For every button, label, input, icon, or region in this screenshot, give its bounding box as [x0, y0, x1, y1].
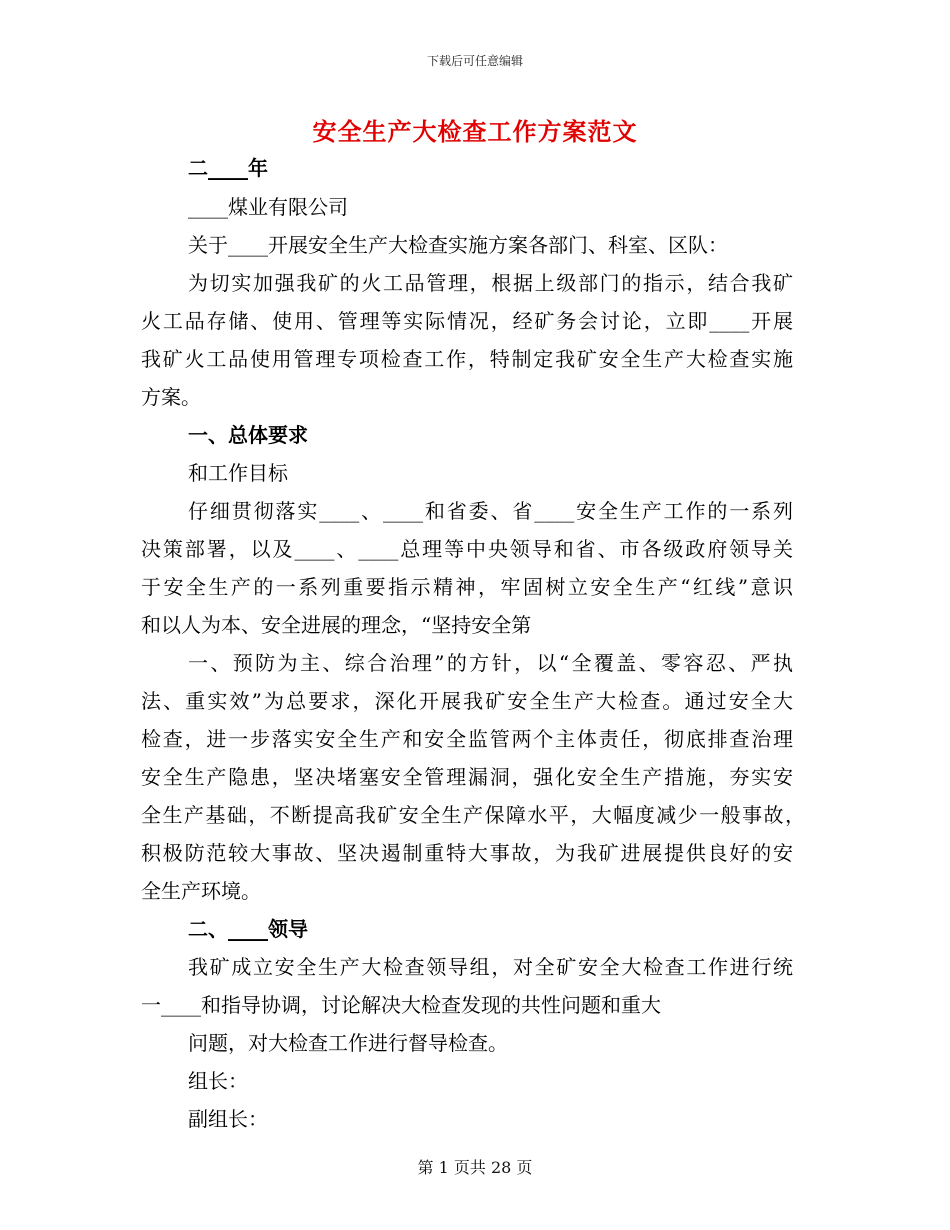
paragraph-line: 全生产环境。: [141, 879, 261, 903]
paragraph-line: 积极防范较大事故、坚决遏制重特大事故，为我矿进展提供良好的安: [141, 841, 793, 865]
date-line: 二____年: [188, 156, 268, 180]
paragraph-line: 仔细贯彻落实____、____和省委、省____安全生产工作的一系列: [188, 499, 793, 523]
page-footer: 第 1 页共 28 页: [417, 1158, 533, 1177]
paragraph-line: 于安全生产的一系列重要指示精神，牢固树立安全生产“红线”意识: [141, 575, 793, 599]
section-heading: 二、____领导: [188, 917, 308, 941]
company-line: ____煤业有限公司: [188, 195, 348, 219]
document-title: 安全生产大检查工作方案范文: [312, 118, 638, 146]
paragraph-line: 我矿火工品使用管理专项检查工作，特制定我矿安全生产大检查实施: [141, 347, 793, 371]
paragraph-line: 问题，对大检查工作进行督导检查。: [188, 1031, 508, 1055]
section-heading: 一、总体要求: [188, 423, 308, 447]
paragraph-line: 方案。: [141, 385, 201, 409]
paragraph-line: 和以人为本、安全进展的理念，“坚持安全第: [141, 613, 532, 637]
paragraph-line: 和工作目标: [188, 461, 288, 485]
paragraph-line: 为切实加强我矿的火工品管理，根据上级部门的指示，结合我矿: [188, 271, 793, 295]
paragraph-line: 一____和指导协调，讨论解决大检查发现的共性问题和重大: [141, 993, 661, 1017]
paragraph-line: 火工品存储、使用、管理等实际情况，经矿务会讨论，立即____开展: [141, 309, 793, 333]
group-leader-label: 组长：: [188, 1069, 248, 1093]
paragraph-line: 法、重实效”为总要求，深化开展我矿安全生产大检查。通过安全大: [141, 689, 793, 713]
paragraph-line: 一、预防为主、综合治理”的方针，以“全覆盖、零容忍、严执: [188, 651, 793, 675]
deputy-leader-label: 副组长：: [188, 1107, 268, 1131]
paragraph-line: 全生产基础，不断提高我矿安全生产保障水平，大幅度减少一般事故，: [141, 803, 805, 827]
paragraph-line: 决策部署，以及____、____总理等中央领导和省、市各级政府领导关: [141, 537, 793, 561]
paragraph-line: 检查，进一步落实安全生产和安全监管两个主体责任，彻底排查治理: [141, 727, 793, 751]
paragraph-line: 我矿成立安全生产大检查领导组，对全矿安全大检查工作进行统: [188, 955, 793, 979]
recipient-line: 关于____开展安全生产大检查实施方案各部门、科室、区队：: [188, 233, 728, 257]
header-note: 下载后可任意编辑: [426, 54, 523, 68]
paragraph-line: 安全生产隐患，坚决堵塞安全管理漏洞，强化安全生产措施，夯实安: [141, 765, 793, 789]
